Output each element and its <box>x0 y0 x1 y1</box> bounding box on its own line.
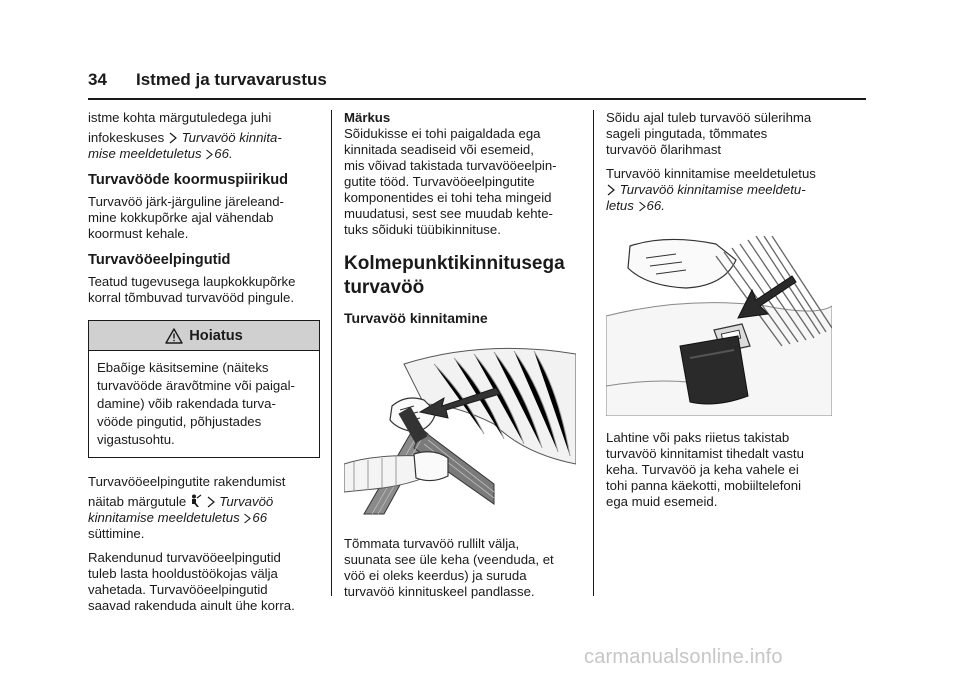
column-left <box>88 110 320 614</box>
section-heading: Turvavöö kinnitamine <box>344 310 488 326</box>
warning-title: Hoiatus <box>189 327 243 344</box>
page-ref[interactable]: 66 <box>646 198 662 213</box>
page-ref[interactable]: 66 <box>214 146 229 161</box>
column-middle <box>344 110 582 600</box>
cross-reference-link[interactable]: Turvavöö kinnita- <box>181 130 282 145</box>
column-divider <box>593 110 594 596</box>
paragraph: Teatud tugevusega laupkokkupõrke korral tõmbuvad turvavööd pingule. <box>88 274 296 305</box>
warning-box <box>88 320 320 458</box>
paragraph: Turvavööeelpingutite rakendumist <box>88 474 286 489</box>
seatbelt-tensioner-icon <box>190 494 202 508</box>
cross-reference-link[interactable]: Turvavöö kinnitamise meeldetu- <box>619 182 806 197</box>
seatbelt-fastening-illustration <box>344 344 576 522</box>
paragraph-ref: infokeskuses Turvavöö kinnita- mise meeldetuletus 66. <box>88 130 282 161</box>
page-ref[interactable]: 66 <box>252 510 268 525</box>
page-title: Istmed ja turvavarustus <box>136 70 327 89</box>
paragraph: Turvavöö järk-järguline järeleand- mine kokkupõrke ajal vähendab koormust kehale. <box>88 194 284 241</box>
watermark: carmanualsonline.info <box>584 646 783 668</box>
chapter-heading: Kolmepunktikinnitusega turvavöö <box>344 253 565 298</box>
section-heading: Turvavööeelpingutid <box>88 252 231 268</box>
paragraph-ref: Turvavöö kinnitamise meeldetuletus Turvavöö kinnitamise meeldetu- letus 66. <box>606 166 816 213</box>
paragraph: istme kohta märgutuledega juhi <box>88 110 272 125</box>
seatbelt-tightening-illustration <box>606 236 832 416</box>
cross-reference-icon <box>168 132 178 144</box>
cross-reference-link[interactable]: Turvavöö <box>219 494 274 509</box>
page-number: 34 <box>88 70 107 89</box>
column-divider <box>331 110 332 596</box>
column-right <box>606 110 846 510</box>
paragraph: Tõmmata turvavöö rullilt välja, suunata see üle keha (veenduda, et vöö ei oleks keerdus) ja suruda turvavöö kinnituskeel pandlasse. <box>344 536 554 599</box>
paragraph: Lahtine või paks riietus takistab turvavöö kinnitamist tihedalt vastu keha. Turvavöö ja keha vahele ei tohi panna käekotti, mobiiltelefoni ega muid esemeid. <box>606 430 804 509</box>
warning-triangle-icon <box>165 328 183 344</box>
warning-body: Ebaõige käsitsemine (näiteks turvavööde äravõtmine või paigal- damine) võib rakendada turva- vööde pingutid, põhjustades vigastusohtu. <box>97 360 295 447</box>
note-body: Sõidukisse ei tohi paigaldada ega kinnitada seadiseid või esemeid, mis võivad takistada turvavööeelpin- gutite tööd. Turvavööeelpingutite komponentides ei tohi teha mingeid muudatusi, sest see muudab kehte- tuks sõiduki tüübikinnituse. <box>344 126 557 237</box>
warning-header <box>89 321 319 351</box>
note-title: Märkus <box>344 110 391 125</box>
cross-reference-icon <box>206 496 216 508</box>
page-ref-icon <box>205 149 214 160</box>
page-header <box>88 70 866 98</box>
paragraph: Rakendunud turvavööeelpingutid tuleb lasta hooldustöökojas välja vahetada. Turvavööeelpingutid saavad rakenduda ainult ühe korra. <box>88 550 295 613</box>
section-heading: Turvavööde koormuspiirikud <box>88 172 289 188</box>
page-ref-icon <box>638 201 647 212</box>
paragraph: Sõidu ajal tuleb turvavöö sülerihma sageli pingutada, tõmmates turvavöö õlarihmast <box>606 110 812 157</box>
header-rule <box>88 98 866 100</box>
paragraph-ref: näitab märgutule Turvavöö kinnitamise meeldetuletus 66 süttimine. <box>88 494 274 541</box>
cross-reference-icon <box>606 184 616 196</box>
